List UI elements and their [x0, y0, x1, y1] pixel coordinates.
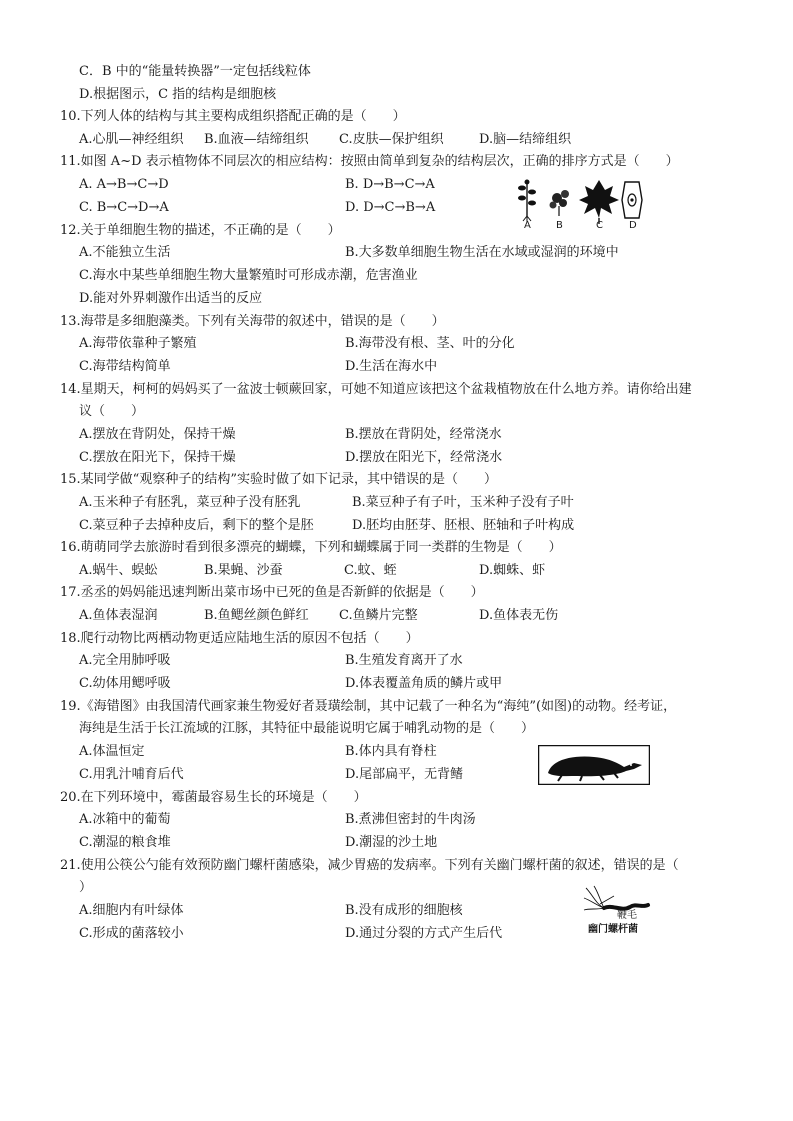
- q19-stem-line1: 19.《海错图》由我国清代画家兼生物爱好者聂璜绘制，其中记载了一种名为“海纯”(如图)的动物。经考证，: [60, 699, 677, 714]
- q21-option-a: A.细胞内有叶绿体: [79, 903, 184, 918]
- q12-option-d: D.能对外界刺激作出适当的反应: [79, 291, 263, 306]
- q11-plant-levels-figure: [513, 176, 645, 232]
- q9-option-d: D.根据图示，C 指的结构是细胞核: [79, 87, 277, 102]
- q19-option-c: C.用乳汁哺育后代: [79, 767, 184, 782]
- q21-flagellum-label: 鞭毛: [617, 910, 637, 921]
- q19-option-d: D.尾部扁平，无背鳍: [345, 767, 464, 782]
- q16-option-a: A.蜗牛、蜈蚣: [79, 563, 158, 578]
- q10-option-b: B.血液—结缔组织: [204, 132, 309, 147]
- q13-option-a: A.海带依靠种子繁殖: [79, 336, 197, 351]
- q14-option-b: B.摆放在背阴处，经常浇水: [345, 427, 502, 442]
- bacterium-icon: [584, 886, 648, 910]
- q16-option-b: B.果蝇、沙蚕: [204, 563, 283, 578]
- q14-stem-line2: 议（ ）: [79, 404, 145, 419]
- q10-option-a: A.心肌—神经组织: [79, 132, 184, 147]
- q19-option-b: B.体内具有脊柱: [345, 744, 437, 759]
- q12-option-b: B.大多数单细胞生物生活在水域或湿润的环境中: [345, 245, 619, 260]
- q21-option-c: C.形成的菌落较小: [79, 926, 184, 941]
- q12-stem: 12.关于单细胞生物的描述，不正确的是（ ）: [60, 223, 341, 238]
- q14-stem-line1: 14.星期天，柯柯的妈妈买了一盆波士顿蕨回家，可她不知道应该把这个盆栽植物放在什么地方养。请你给出建: [60, 382, 692, 397]
- q16-stem: 16.萌萌同学去旅游时看到很多漂亮的蝴蝶，下列和蝴蝶属于同一类群的生物是（ ）: [60, 540, 562, 555]
- leaf-icon: [579, 180, 619, 224]
- q19-porpoise-figure: [538, 745, 650, 785]
- q15-stem: 15.某同学做“观察种子的结构”实验时做了如下记录，其中错误的是（ ）: [60, 472, 497, 487]
- q11-option-d: D. D→C→B→A: [345, 200, 436, 215]
- q18-option-d: D.体表覆盖角质的鳞片或甲: [345, 676, 503, 691]
- q14-option-a: A.摆放在背阴处，保持干燥: [79, 427, 236, 442]
- cell-icon: [622, 182, 642, 218]
- q20-option-a: A.冰箱中的葡萄: [79, 812, 171, 827]
- q12-option-a: A.不能独立生活: [79, 245, 171, 260]
- q16-option-d: D.蜘蛛、虾: [479, 563, 546, 578]
- plant-icon: [518, 180, 536, 223]
- q18-option-a: A.完全用肺呼吸: [79, 653, 171, 668]
- q17-stem: 17.丞丞的妈妈能迅速判断出菜市场中已死的鱼是否新鲜的依据是（ ）: [60, 585, 484, 600]
- q18-option-c: C.幼体用鳃呼吸: [79, 676, 171, 691]
- q18-stem: 18.爬行动物比两栖动物更适应陆地生活的原因不包括（ ）: [60, 631, 419, 646]
- q21-option-b: B.没有成形的细胞核: [345, 903, 463, 918]
- q15-option-a: A.玉米种子有胚乳，菜豆种子没有胚乳: [79, 495, 301, 510]
- q13-option-d: D.生活在海水中: [345, 359, 438, 374]
- q9-option-c: C．B 中的“能量转换器”一定包括线粒体: [79, 64, 311, 79]
- q15-option-d: D.胚均由胚芽、胚根、胚轴和子叶构成: [352, 518, 575, 533]
- q11-stem: 11.如图 A~D 表示植物体不同层次的相应结构：按照由简单到复杂的结构层次，正确的排序方式是（ ）: [60, 154, 679, 169]
- q11-option-b: B. D→B→C→A: [345, 177, 435, 192]
- q10-option-d: D.脑—结缔组织: [479, 132, 572, 147]
- q21-stem-line1: 21.使用公筷公勺能有效预防幽门螺杆菌感染，减少胃癌的发病率。下列有关幽门螺杆菌的叙述，错误的是（: [60, 858, 679, 873]
- q20-stem: 20.在下列环境中，霉菌最容易生长的环境是（ ）: [60, 790, 367, 805]
- q13-option-c: C.海带结构简单: [79, 359, 171, 374]
- q15-option-b: B.菜豆种子有子叶，玉米种子没有子叶: [352, 495, 574, 510]
- q12-option-c: C.海水中某些单细胞生物大量繁殖时可形成赤潮，危害渔业: [79, 268, 418, 283]
- q11-option-c: C. B→C→D→A: [79, 200, 169, 215]
- q17-option-a: A.鱼体表湿润: [79, 608, 158, 623]
- q13-option-b: B.海带没有根、茎、叶的分化: [345, 336, 515, 351]
- q13-stem: 13.海带是多细胞藻类。下列有关海带的叙述中，错误的是（ ）: [60, 314, 445, 329]
- q11-figure-label-b: B: [556, 220, 563, 231]
- q11-figure-label-a: A: [524, 220, 531, 231]
- q17-option-b: B.鱼鳃丝颜色鲜红: [204, 608, 309, 623]
- q20-option-b: B.煮沸但密封的牛肉汤: [345, 812, 476, 827]
- q11-figure-label-d: D: [629, 220, 637, 231]
- q15-option-c: C.菜豆种子去掉种皮后，剩下的整个是胚: [79, 518, 314, 533]
- q17-option-d: D.鱼体表无伤: [479, 608, 559, 623]
- q21-bacterium-label: 幽门螺杆菌: [588, 924, 638, 935]
- q17-options: [79, 606, 558, 626]
- q11-figure-label-c: C: [596, 220, 603, 231]
- q14-option-d: D.摆放在阳光下，经常浇水: [345, 450, 503, 465]
- q11-option-a: A. A→B→C→D: [79, 177, 169, 192]
- q10-options: [79, 130, 571, 150]
- q16-options: [79, 561, 545, 581]
- q20-option-c: C.潮湿的粮食堆: [79, 835, 171, 850]
- q19-option-a: A.体温恒定: [79, 744, 145, 759]
- q18-option-b: B.生殖发育离开了水: [345, 653, 463, 668]
- q10-stem: 10.下列人体的结构与其主要构成组织搭配正确的是（ ）: [60, 109, 406, 124]
- q19-stem-line2: 海纯是生活于长江流域的江豚，其特征中最能说明它属于哺乳动物的是（ ）: [79, 721, 535, 736]
- q17-option-c: C.鱼鳞片完整: [339, 608, 418, 623]
- q21-stem-line2: ）: [79, 880, 93, 895]
- q14-option-c: C.摆放在阳光下，保持干燥: [79, 450, 236, 465]
- q16-option-c: C.蚊、蛭: [344, 563, 397, 578]
- q10-option-c: C.皮肤—保护组织: [339, 132, 444, 147]
- q20-option-d: D.潮湿的沙土地: [345, 835, 438, 850]
- q21-option-d: D.通过分裂的方式产生后代: [345, 926, 503, 941]
- flower-organ-icon: [550, 190, 570, 216]
